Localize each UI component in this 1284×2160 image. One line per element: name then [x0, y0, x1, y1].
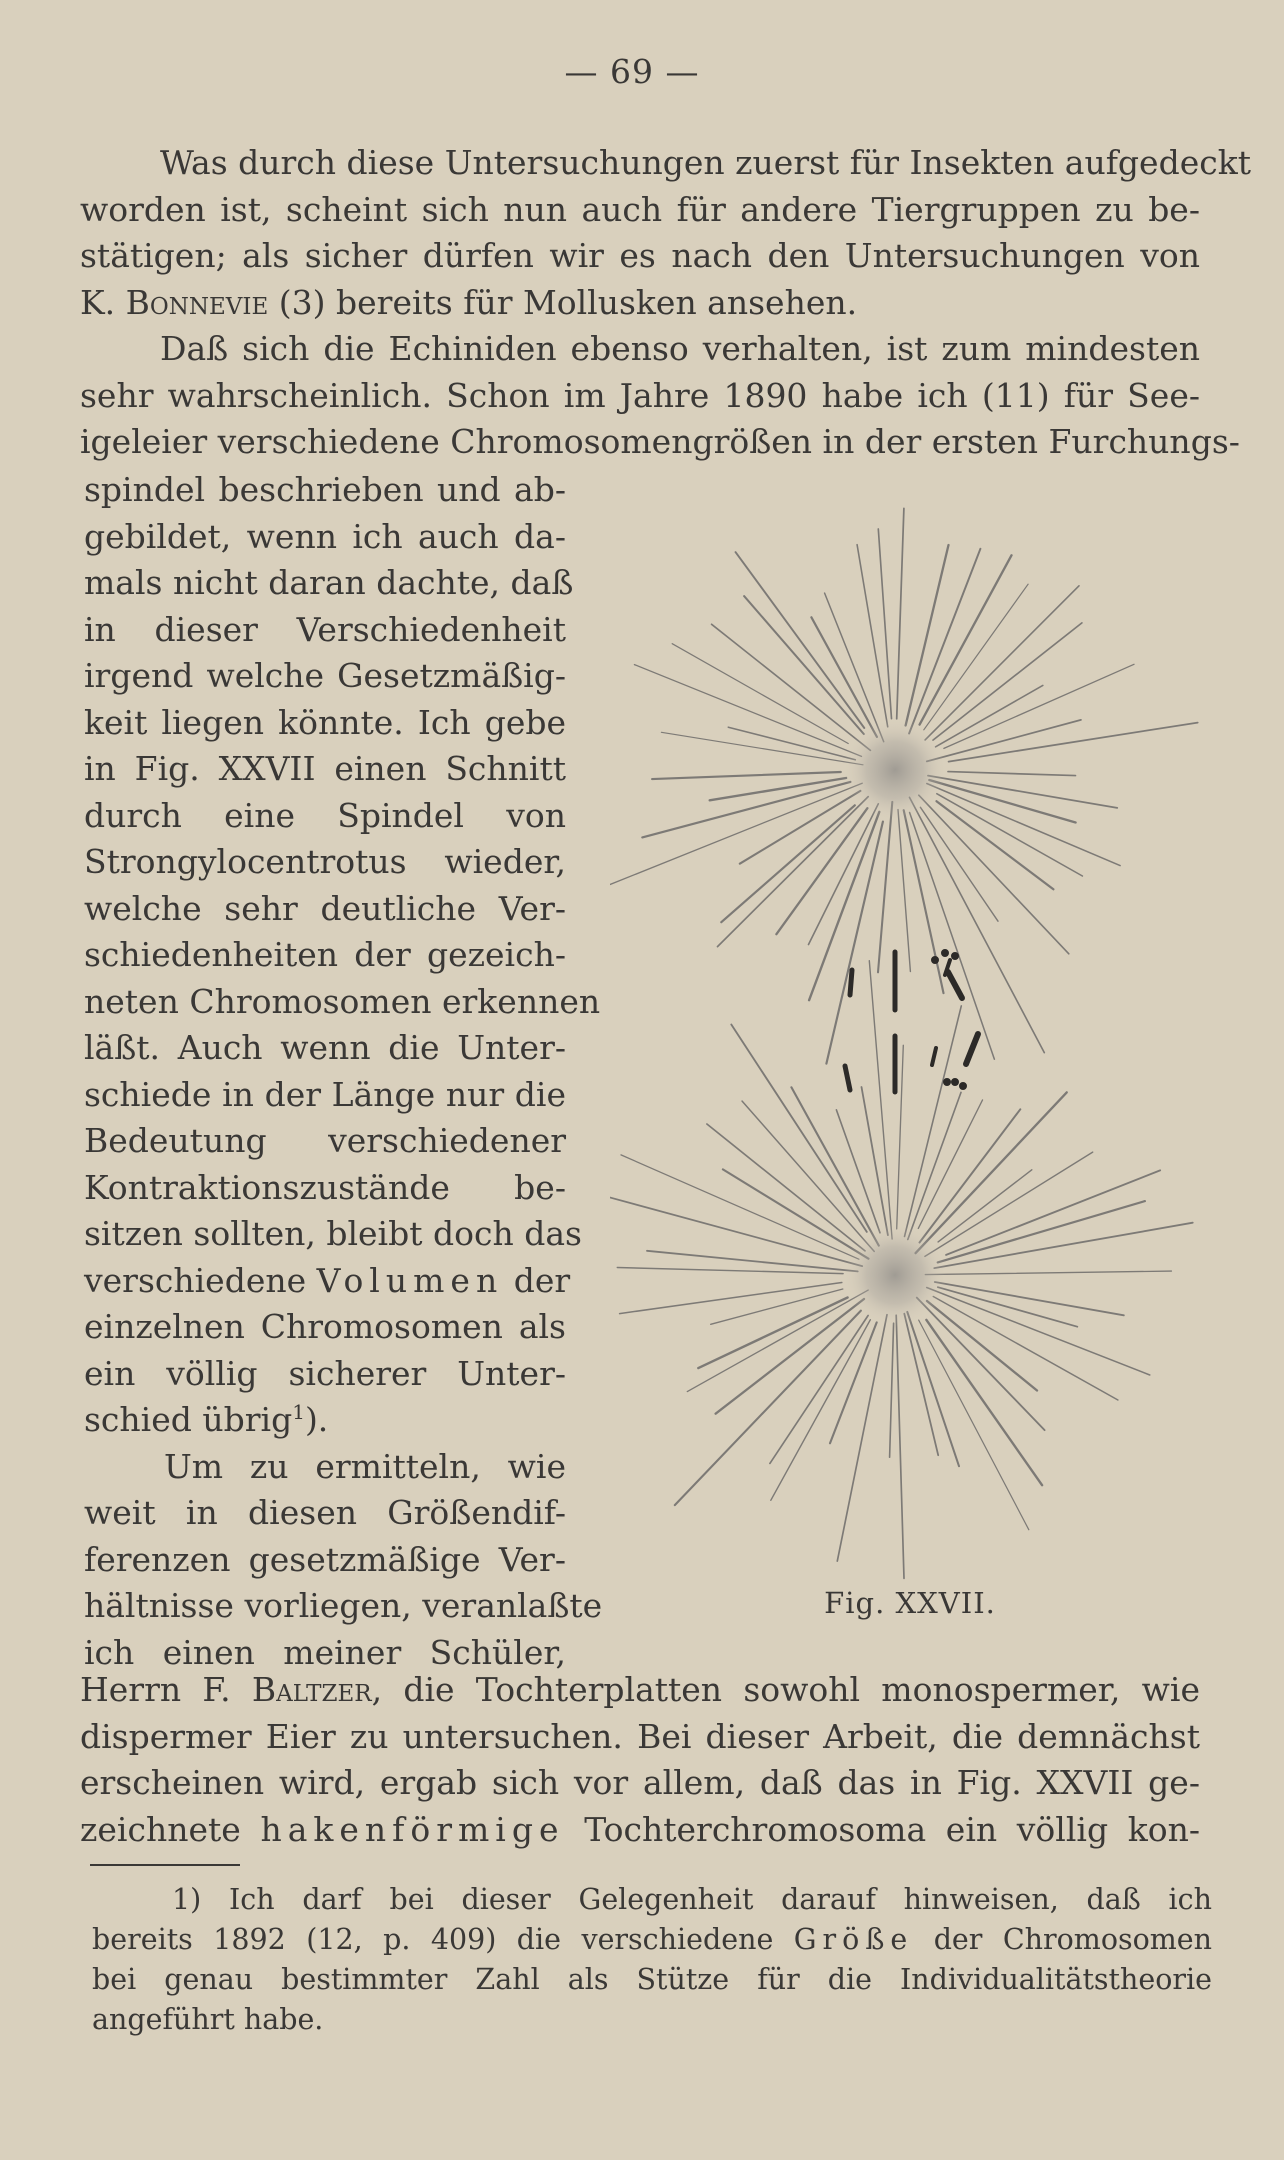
aster-ray — [675, 1311, 861, 1506]
chromosome — [948, 972, 962, 998]
aster-ray — [857, 545, 888, 727]
aster-ray — [711, 1289, 843, 1324]
aster-ray — [617, 1268, 843, 1274]
text-line: Kontraktionszustände be- — [84, 1167, 566, 1207]
aster-ray — [672, 644, 848, 744]
aster-ray — [825, 593, 884, 742]
chromosome — [942, 950, 949, 957]
aster-ray — [896, 1315, 904, 1578]
aster-ray — [919, 1320, 1029, 1530]
text-line: verschiedene Volumen der — [84, 1260, 571, 1300]
aster-ray — [949, 723, 1198, 762]
text-line: erscheinen wird, ergab sich vor allem, daß das in Fig. XXVII ge- — [80, 1763, 1200, 1802]
body-text-bottom — [80, 1667, 1200, 1853]
text-line: schiedenheiten der gezeich- — [84, 935, 566, 974]
text-line: Um zu ermitteln, wie — [164, 1446, 566, 1486]
footnote — [92, 1880, 1212, 2040]
text-line: worden ist, scheint sich nun auch für andere Tiergruppen zu be- — [80, 189, 1200, 229]
footnote-reference: 1 — [292, 1400, 305, 1424]
aster-ray — [909, 549, 980, 734]
aster-ray — [935, 1282, 1124, 1315]
aster-ray — [917, 1298, 1045, 1431]
text-line: schiede in der Länge nur die — [84, 1074, 566, 1114]
spaced-word: hakenförmige — [260, 1809, 565, 1849]
text-line: irgend welche Gesetzmäßig- — [84, 656, 566, 695]
aster-ray — [905, 1006, 962, 1237]
text-line: Bedeutung verschiedener — [84, 1121, 566, 1160]
aster-ray — [925, 586, 1079, 740]
footnote-rule — [90, 1864, 240, 1866]
text-line: in dieser Verschiedenheit — [84, 609, 566, 649]
text-line: Was durch diese Untersuchungen zuerst für Insekten aufgedeckt — [160, 143, 1251, 182]
chromosome — [960, 1083, 967, 1090]
text-line: sehr wahrscheinlich. Schon im Jahre 1890 habe ich (11) für See- — [80, 375, 1200, 415]
footnote-line: bei genau bestimmter Zahl als Stütze für die Individualitätstheorie — [92, 1963, 1212, 1996]
aster-ray — [920, 1109, 1021, 1242]
aster-ray — [910, 813, 995, 1060]
author-name: Bonnevie — [125, 282, 269, 322]
text-line: durch eine Spindel von — [84, 795, 566, 835]
chromosome — [932, 957, 939, 964]
text-line: einzelnen Chromosomen als — [84, 1307, 566, 1346]
aster-ray — [904, 1314, 938, 1456]
body-text-column — [84, 467, 603, 1676]
text-line: Strongylocentrotus wieder, — [84, 842, 566, 881]
aster-ray — [661, 732, 863, 765]
text-line: welche sehr deutliche Ver- — [84, 888, 566, 928]
aster-ray — [918, 1100, 982, 1228]
upper-centrosome — [843, 718, 947, 822]
aster-ray — [731, 1025, 867, 1232]
aster-ray — [944, 664, 1134, 748]
text-line: Daß sich die Echiniden ebenso verhalten, ist zum mindesten — [160, 329, 1200, 368]
aster-ray — [811, 617, 877, 737]
text-line: stätigen; als sicher dürfen wir es nach den Untersuchungen von — [80, 236, 1200, 275]
spaced-word: Größe — [793, 1923, 914, 1956]
chromosome — [850, 970, 852, 995]
aster-ray — [718, 797, 869, 947]
text-line: sitzen sollten, bleibt doch das — [84, 1214, 582, 1253]
aster-ray — [916, 1092, 1067, 1253]
aster-ray — [897, 508, 904, 718]
aster-ray — [919, 795, 1069, 954]
aster-ray — [890, 1323, 894, 1457]
text-line: spindel beschrieben und ab- — [84, 470, 566, 509]
aster-ray — [836, 1110, 880, 1233]
aster-ray — [621, 1155, 859, 1259]
aster-ray — [830, 1322, 877, 1443]
aster-ray — [728, 727, 855, 760]
spaced-word: Volumen — [316, 1260, 504, 1300]
chromosome — [932, 1048, 936, 1065]
footnote-line: angeführt habe. — [92, 2003, 324, 2036]
chromosome — [845, 1066, 850, 1090]
lower-centrosome — [843, 1223, 947, 1327]
aster-ray — [948, 772, 1076, 776]
text-line: in Fig. XXVII einen Schnitt — [84, 749, 566, 788]
aster-ray — [687, 1290, 868, 1392]
chromosome — [952, 1079, 959, 1086]
text-line: Herrn F. Baltzer, die Tochterplatten sowohl monospermer, wie — [80, 1670, 1200, 1709]
text-line: keit liegen könnte. Ich gebe — [84, 702, 566, 742]
aster-ray — [736, 552, 865, 728]
aster-ray — [946, 1170, 1160, 1255]
aster-ray — [878, 529, 891, 719]
spindle-figure — [610, 480, 1210, 1590]
aster-ray — [927, 784, 1120, 866]
aster-ray — [928, 776, 1117, 808]
author-name: Baltzer — [251, 1670, 372, 1709]
footnote-line: bereits 1892 (12, p. 409) die verschiedene Größe der Chromosomen — [92, 1923, 1213, 1956]
text-line: dispermer Eier zu untersuchen. Bei dieser Arbeit, die demnächst — [80, 1716, 1200, 1756]
aster-ray — [707, 1124, 865, 1251]
chromosome — [952, 953, 959, 960]
aster-ray — [936, 685, 1043, 746]
text-line: gebildet, wenn ich auch da- — [84, 516, 566, 556]
chromosome — [966, 1034, 978, 1064]
aster-ray — [647, 1251, 858, 1272]
aster-ray — [897, 1045, 904, 1229]
text-line: läßt. Auch wenn die Unter- — [84, 1028, 566, 1067]
aster-ray — [776, 808, 867, 934]
page-number: — 69 — — [564, 52, 700, 91]
aster-ray — [926, 1320, 1042, 1485]
text-line: schied übrig$^1$). — [84, 1400, 329, 1439]
text-line: neten Chromosomen erkennen — [84, 981, 601, 1021]
body-text-top — [80, 140, 1251, 466]
aster-ray — [934, 1223, 1192, 1268]
text-line: mals nicht daran dachte, daß — [84, 563, 574, 602]
aster-ray — [878, 802, 892, 972]
text-line: zeichnete hakenförmige Tochterchromosoma ein völlig kon- — [80, 1809, 1201, 1849]
text-line: weit in diesen Größendif- — [84, 1493, 566, 1532]
aster-ray — [862, 1087, 888, 1235]
text-line: hältnisse vorliegen, veranlaßte — [84, 1586, 603, 1625]
aster-ray — [652, 772, 841, 779]
aster-ray — [742, 1101, 874, 1251]
footnote-line: 1) Ich darf bei dieser Gelegenheit darauf hinweisen, daß ich — [172, 1883, 1212, 1916]
aster-ray — [925, 1271, 1171, 1275]
aster-ray — [938, 1201, 1145, 1262]
chromosome — [944, 1079, 951, 1086]
aster-ray — [938, 1287, 1077, 1327]
text-line: ein völlig sicherer Unter- — [84, 1353, 566, 1393]
aster-ray — [712, 624, 871, 750]
figure-caption: Fig. XXVII. — [824, 1586, 996, 1620]
aster-ray — [933, 623, 1082, 740]
text-line: K. Bonnevie (3) bereits für Mollusken ansehen. — [80, 282, 858, 322]
spindle-illustration — [610, 480, 1210, 1590]
text-line: igeleier verschiedene Chromosomengrößen in der ersten Furchungs- — [80, 422, 1240, 461]
text-line: ferenzen gesetzmäßige Ver- — [84, 1539, 566, 1579]
text-line: ich einen meiner Schüler, — [84, 1632, 566, 1672]
aster-ray — [906, 545, 949, 726]
aster-ray — [920, 807, 998, 921]
aster-ray — [723, 1169, 869, 1258]
aster-ray — [907, 1312, 959, 1466]
